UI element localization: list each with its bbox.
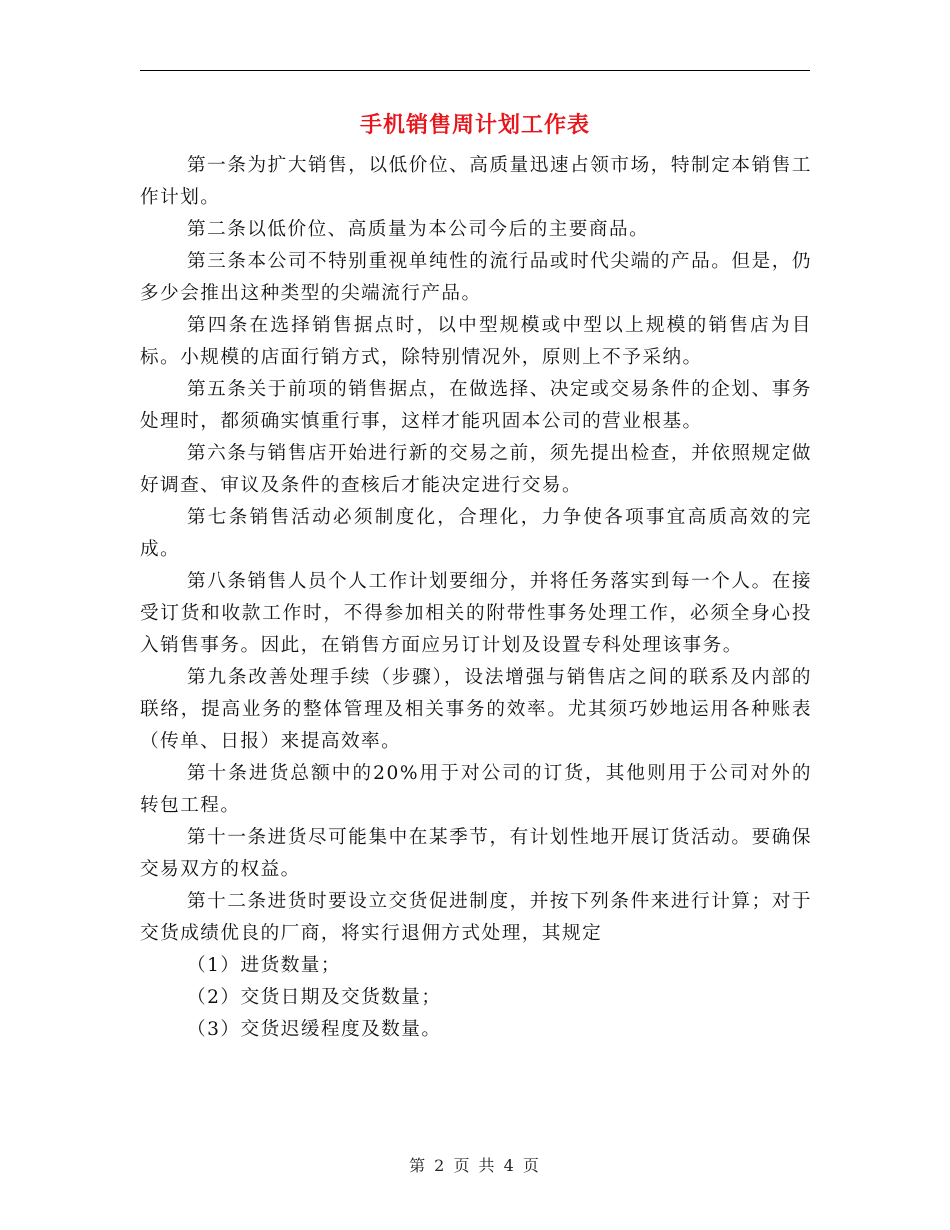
article-8: 第八条销售人员个人工作计划要细分，并将任务落实到每一个人。在接受订货和收款工作时，不得参加相关的附带性事务处理工作，必须全身心投入销售事务。因此，在销售方面应另订计划及设置专科处理该事务。 [140,571,812,656]
article-7: 第七条销售活动必须制度化，合理化，力争使各项事宜高质高效的完成。 [140,507,812,560]
article-9: 第九条改善处理手续（步骤），设法增强与销售店之间的联系及内部的联络，提高业务的整体管理及相关事务的效率。尤其须巧妙地运用各种账表（传单、日报）来提高效率。 [140,667,812,752]
page-number-footer: 第 2 页 共 4 页 [409,1156,541,1175]
header-rule [140,70,810,71]
article-4: 第四条在选择销售据点时，以中型规模或中型以上规模的销售店为目标。小规模的店面行销方式，除特别情况外，原则上不予采纳。 [140,315,812,368]
article-11: 第十一条进货尽可能集中在某季节，有计划性地开展订货活动。要确保交易双方的权益。 [140,827,812,880]
document-body [140,150,812,1046]
article-12: 第十二条进货时要设立交货促进制度，并按下列条件来进行计算；对于交货成绩优良的厂商，将实行退佣方式处理，其规定 [140,891,812,944]
article-2: 第二条以低价位、高质量为本公司今后的主要商品。 [187,219,650,240]
list-item: （2）交货日期及交货数量； [187,987,442,1008]
article-1: 第一条为扩大销售，以低价位、高质量迅速占领市场，特制定本销售工作计划。 [140,155,812,208]
article-5: 第五条关于前项的销售据点，在做选择、决定或交易条件的企划、事务处理时，都须确实慎重行事，这样才能巩固本公司的营业根基。 [140,379,812,432]
list-item: （1）进货数量； [187,955,341,976]
article-6: 第六条与销售店开始进行新的交易之前，须先提出检查，并依照规定做好调查、审议及条件的查核后才能决定进行交易。 [140,443,812,496]
list-item: （3）交货迟缓程度及数量。 [187,1019,442,1040]
article-3: 第三条本公司不特别重视单纯性的流行品或时代尖端的产品。但是，仍多少会推出这种类型的尖端流行产品。 [140,251,812,304]
document-title: 手机销售周计划工作表 [359,112,590,138]
article-10: 第十条进货总额中的20%用于对公司的订货，其他则用于公司对外的转包工程。 [140,763,812,816]
